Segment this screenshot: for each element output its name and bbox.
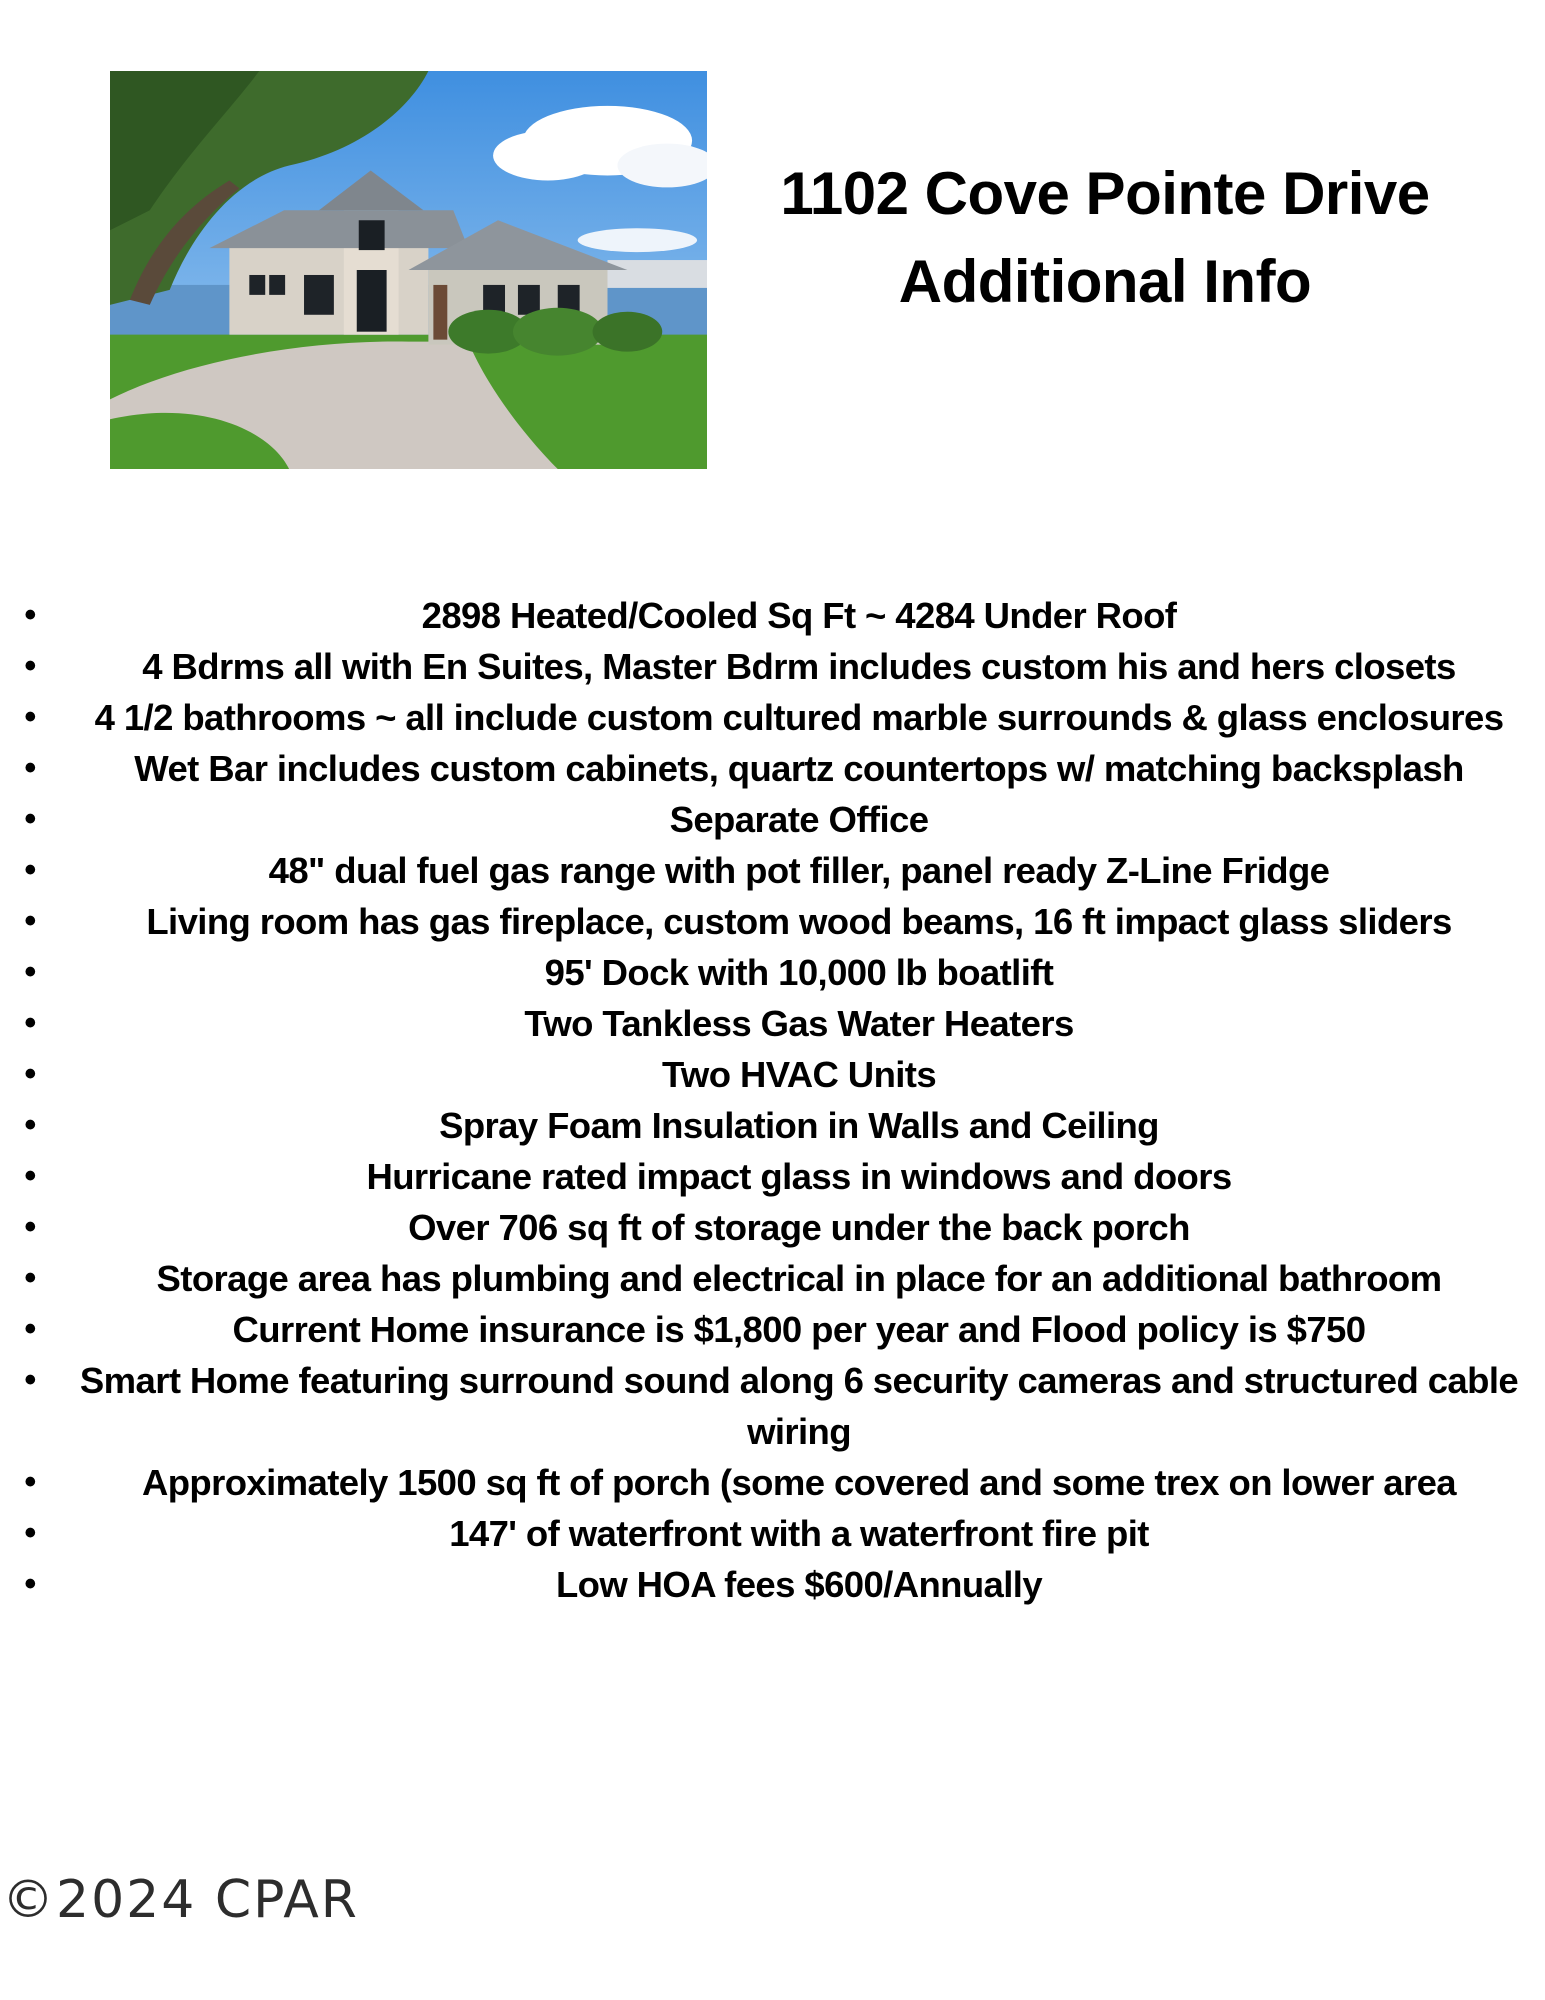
bullet-icon: • (24, 1259, 36, 1297)
bullet-icon: • (24, 596, 36, 634)
feature-list (0, 590, 1545, 1610)
bullet-icon: • (24, 1514, 36, 1552)
feature-item (0, 692, 1545, 743)
bullet-icon: • (24, 1208, 36, 1246)
feature-item (0, 1151, 1545, 1202)
house-photo (110, 71, 707, 469)
feature-text: Over 706 sq ft of storage under the back porch (408, 1207, 1190, 1248)
feature-item (0, 590, 1545, 641)
feature-item (0, 1355, 1545, 1457)
title-subtitle: Additional Info (898, 248, 1312, 315)
feature-item (0, 1253, 1545, 1304)
feature-item (0, 1508, 1545, 1559)
feature-text: Approximately 1500 sq ft of porch (some covered and some trex on lower area (141, 1462, 1457, 1503)
feature-text: Storage area has plumbing and electrical in place for an additional bathroom (156, 1258, 1442, 1299)
bullet-icon: • (24, 1463, 36, 1501)
feature-item (0, 641, 1545, 692)
feature-text: Two Tankless Gas Water Heaters (524, 1003, 1074, 1044)
feature-text: 2898 Heated/Cooled Sq Ft ~ 4284 Under Roof (421, 595, 1177, 636)
feature-text: Spray Foam Insulation in Walls and Ceiling (439, 1105, 1159, 1146)
title-address: 1102 Cove Pointe Drive (780, 160, 1430, 227)
feature-item (0, 1559, 1545, 1610)
bullet-icon: • (24, 902, 36, 940)
feature-item (0, 794, 1545, 845)
bullet-icon: • (24, 749, 36, 787)
feature-text: 4 Bdrms all with En Suites, Master Bdrm includes custom his and hers closets (142, 646, 1456, 687)
feature-item (0, 1049, 1545, 1100)
feature-text: Separate Office (669, 799, 929, 840)
feature-text: 4 1/2 bathrooms ~ all include custom cultured marble surrounds & glass enclosures (94, 697, 1504, 738)
feature-item (0, 1202, 1545, 1253)
bullet-icon: • (24, 1310, 36, 1348)
feature-text: 95' Dock with 10,000 lb boatlift (544, 952, 1054, 993)
bullet-icon: • (24, 647, 36, 685)
copyright-notice: ©2024 CPAR (2, 1870, 359, 1930)
feature-item (0, 947, 1545, 998)
house-photo-illustration (110, 71, 707, 469)
bullet-icon: • (24, 1361, 36, 1399)
feature-item (0, 1304, 1545, 1355)
feature-item (0, 1457, 1545, 1508)
feature-text: Current Home insurance is $1,800 per year and Flood policy is $750 (232, 1309, 1366, 1350)
bullet-icon: • (24, 851, 36, 889)
feature-text: Smart Home featuring surround sound along 6 security cameras and structured cable wiring (79, 1360, 1519, 1452)
feature-text: 147' of waterfront with a waterfront fire pit (449, 1513, 1149, 1554)
bullet-icon: • (24, 953, 36, 991)
bullet-icon: • (24, 698, 36, 736)
bullet-icon: • (24, 800, 36, 838)
bullet-icon: • (24, 1004, 36, 1042)
feature-item (0, 1100, 1545, 1151)
feature-item (0, 845, 1545, 896)
feature-text: Wet Bar includes custom cabinets, quartz countertops w/ matching backsplash (134, 748, 1464, 789)
feature-text: Hurricane rated impact glass in windows and doors (366, 1156, 1232, 1197)
bullet-icon: • (24, 1157, 36, 1195)
feature-text: Two HVAC Units (661, 1054, 937, 1095)
feature-text: 48" dual fuel gas range with pot filler, panel ready Z-Line Fridge (268, 850, 1330, 891)
feature-item (0, 896, 1545, 947)
feature-text: Living room has gas fireplace, custom wood beams, 16 ft impact glass sliders (146, 901, 1452, 942)
bullet-icon: • (24, 1565, 36, 1603)
feature-text: Low HOA fees $600/Annually (555, 1564, 1043, 1605)
page-title (720, 150, 1490, 326)
bullet-icon: • (24, 1106, 36, 1144)
feature-item (0, 743, 1545, 794)
bullet-icon: • (24, 1055, 36, 1093)
feature-item (0, 998, 1545, 1049)
